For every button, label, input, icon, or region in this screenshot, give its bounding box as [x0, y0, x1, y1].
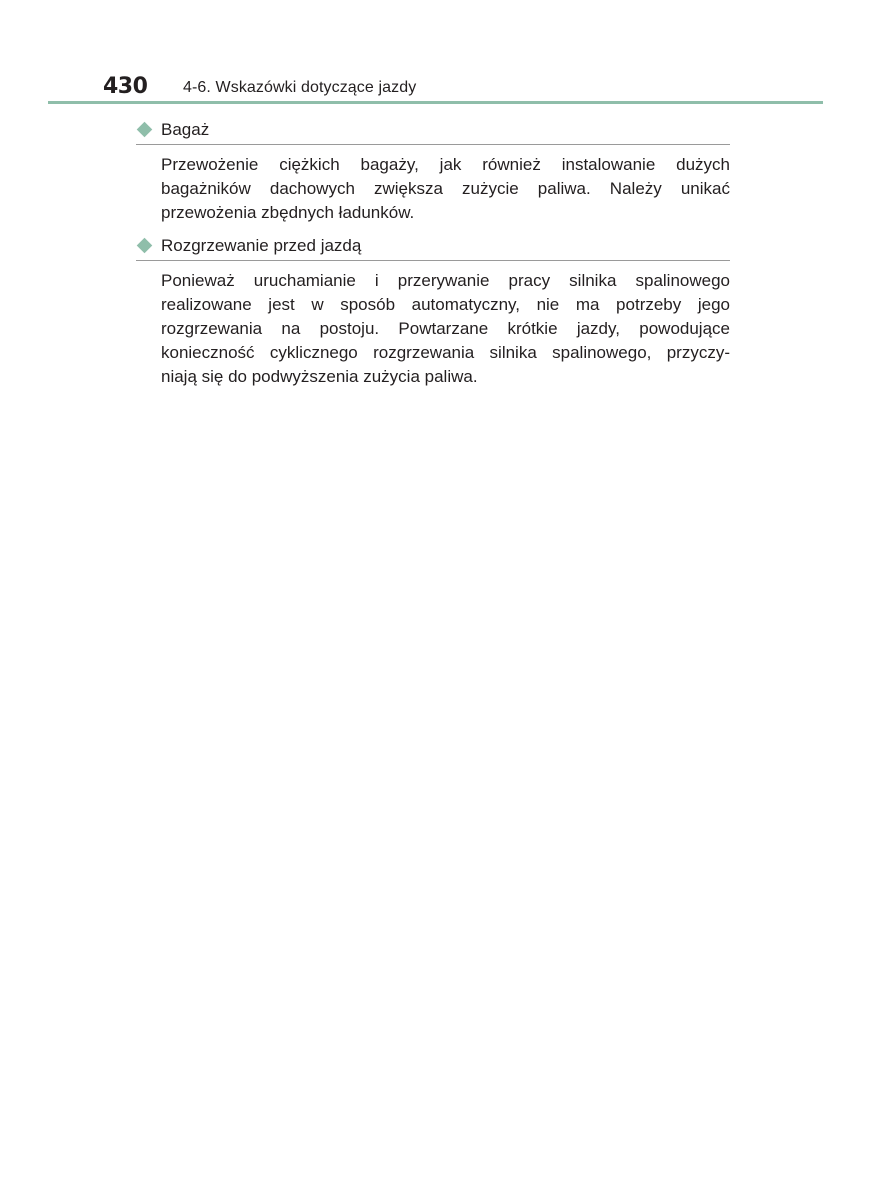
page-header [103, 72, 823, 102]
text-line: przewożenia zbędnych ładunków. [161, 203, 415, 222]
page-number: 430 [103, 74, 148, 99]
paragraph [161, 269, 730, 389]
subsection-heading [136, 118, 730, 145]
text-line: realizowane jest w sposób automatyczny, nie ma potrzeby jego [161, 295, 730, 314]
diamond-bullet-icon [137, 238, 153, 254]
header-divider [48, 101, 823, 104]
paragraph [161, 153, 730, 225]
text-line: konieczność cyklicznego rozgrzewania silnika spalinowego, przyczy- [161, 343, 730, 362]
subsection-title: Rozgrzewanie przed jazdą [161, 236, 362, 255]
subsection-luggage [136, 118, 730, 225]
subsection-warmup [136, 234, 730, 389]
diamond-bullet-icon [137, 122, 153, 138]
chapter-section-title: 4-6. Wskazówki dotyczące jazdy [183, 79, 417, 96]
text-line: Przewożenie ciężkich bagaży, jak również instalowanie dużych [161, 155, 730, 174]
text-line: bagażników dachowych zwiększa zużycie paliwa. Należy unikać [161, 179, 730, 198]
subsection-heading [136, 234, 730, 261]
text-line: niają się do podwyższenia zużycia paliwa. [161, 367, 478, 386]
text-line: Ponieważ uruchamianie i przerywanie pracy silnika spalinowego [161, 271, 730, 290]
text-line: rozgrzewania na postoju. Powtarzane krótkie jazdy, powodujące [161, 319, 730, 338]
subsection-title: Bagaż [161, 120, 210, 139]
